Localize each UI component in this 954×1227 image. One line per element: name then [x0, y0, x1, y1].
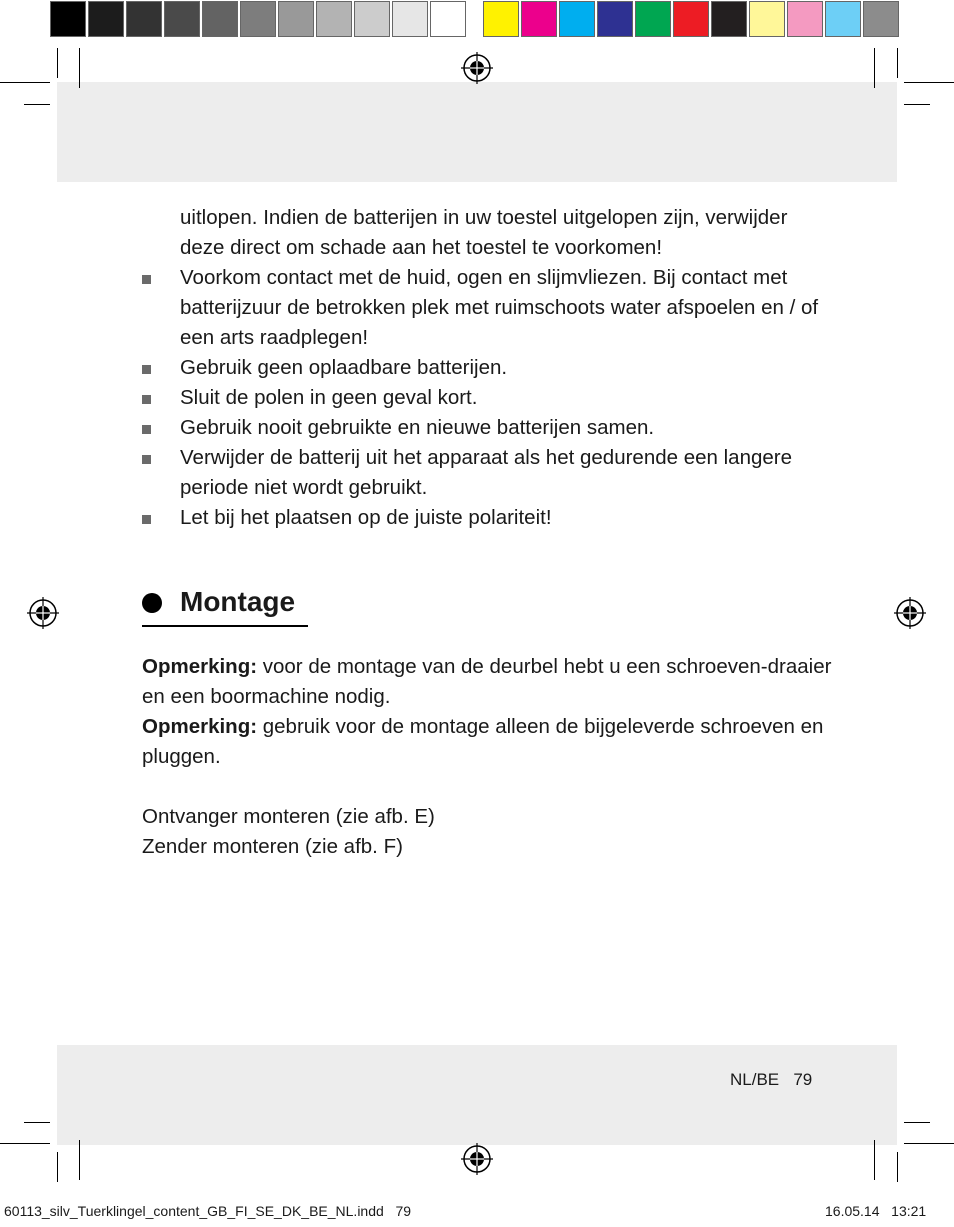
page-number: 79 [793, 1070, 813, 1089]
note-paragraph [142, 712, 832, 772]
crop-mark [79, 48, 80, 88]
color-bar [483, 1, 901, 41]
color-swatch [749, 1, 785, 37]
color-swatch [202, 1, 238, 37]
note-text: gebruik voor de montage alleen de bijgeleverde schroeven en pluggen. [142, 715, 824, 768]
grayscale-bar [50, 1, 468, 41]
square-bullet-icon [142, 455, 151, 464]
color-swatch [430, 1, 466, 37]
square-bullet-icon [142, 275, 151, 284]
list-item [142, 413, 822, 443]
crop-mark [57, 1152, 58, 1182]
list-item-text: Let bij het plaatsen op de juiste polariteit! [180, 506, 552, 529]
header-band [57, 82, 897, 182]
color-swatch [825, 1, 861, 37]
list-item-text: Gebruik nooit gebruikte en nieuwe batterijen samen. [180, 416, 655, 439]
color-swatch [164, 1, 200, 37]
bullet-list [142, 263, 822, 533]
crop-mark [0, 82, 50, 83]
color-swatch [354, 1, 390, 37]
color-swatch [88, 1, 124, 37]
square-bullet-icon [142, 395, 151, 404]
list-item-text: Sluit de polen in geen geval kort. [180, 386, 478, 409]
list-item [142, 503, 822, 533]
color-swatch [521, 1, 557, 37]
list-item-text: Voorkom contact met de huid, ogen en slijmvliezen. Bij contact met batterijzuur de betrokken plek met ruimschoots water afspoelen en / of een arts raadplegen! [180, 266, 819, 349]
list-item [142, 443, 822, 503]
color-swatch [635, 1, 671, 37]
section-title: Montage [180, 586, 296, 617]
list-item [142, 263, 822, 353]
color-swatch [863, 1, 899, 37]
heading-underline [142, 625, 308, 627]
color-swatch [597, 1, 633, 37]
slug-filename: 60113_silv_Tuerklingel_content_GB_FI_SE_DK_BE_NL.indd [4, 1203, 384, 1219]
crop-mark [874, 1140, 875, 1180]
list-item [142, 353, 822, 383]
battery-safety-list [142, 203, 822, 533]
crop-mark [904, 82, 954, 83]
crop-mark [79, 1140, 80, 1180]
crop-mark [57, 48, 58, 78]
color-swatch [787, 1, 823, 37]
continuation-line: uitlopen. Indien de batterijen in uw toestel uitgelopen zijn, verwijder [180, 206, 788, 229]
crop-mark [904, 1143, 954, 1144]
note-text: voor de montage van de deurbel hebt u een schroeven-draaier en een boormachine nodig. [142, 655, 832, 708]
continuation-line: deze direct om schade aan het toestel te voorkomen! [180, 236, 663, 259]
color-swatch [50, 1, 86, 37]
color-swatch [711, 1, 747, 37]
color-swatch [559, 1, 595, 37]
color-swatch [126, 1, 162, 37]
crop-mark [897, 1152, 898, 1182]
slug-date: 16.05.14 [825, 1203, 880, 1219]
color-swatch [240, 1, 276, 37]
slug-page: 79 [395, 1203, 412, 1219]
color-swatch [392, 1, 428, 37]
note-label: Opmerking: [142, 715, 258, 738]
crop-mark [904, 104, 930, 105]
step-item: Ontvanger monteren (zie afb. E) [142, 805, 435, 828]
note-label: Opmerking: [142, 655, 258, 678]
slug-file [4, 1203, 411, 1219]
color-swatch [673, 1, 709, 37]
crop-mark [24, 1122, 50, 1123]
square-bullet-icon [142, 515, 151, 524]
color-swatch [316, 1, 352, 37]
square-bullet-icon [142, 425, 151, 434]
slug-time: 13:21 [891, 1203, 927, 1219]
language-code: NL/BE [730, 1070, 780, 1089]
montage-notes [142, 652, 832, 862]
slug-timestamp [825, 1203, 926, 1219]
crop-mark [0, 1143, 50, 1144]
note-paragraph [142, 652, 832, 712]
circle-bullet-icon [142, 593, 162, 613]
registration-mark-icon [27, 597, 59, 629]
registration-mark-icon [461, 52, 493, 84]
step-item: Zender monteren (zie afb. F) [142, 835, 403, 858]
registration-mark-icon [894, 597, 926, 629]
color-swatch [483, 1, 519, 37]
crop-mark [897, 48, 898, 78]
color-swatch [278, 1, 314, 37]
crop-mark [904, 1122, 930, 1123]
registration-mark-icon [461, 1143, 493, 1175]
page-footer [730, 1070, 812, 1090]
section-heading [142, 586, 295, 620]
list-item-text: Verwijder de batterij uit het apparaat als het gedurende een langere periode niet wordt gebruikt. [180, 446, 793, 499]
continuation-text [142, 203, 822, 263]
list-item [142, 383, 822, 413]
crop-mark [24, 104, 50, 105]
footer-band [57, 1045, 897, 1145]
list-item-text: Gebruik geen oplaadbare batterijen. [180, 356, 508, 379]
crop-mark [874, 48, 875, 88]
square-bullet-icon [142, 365, 151, 374]
